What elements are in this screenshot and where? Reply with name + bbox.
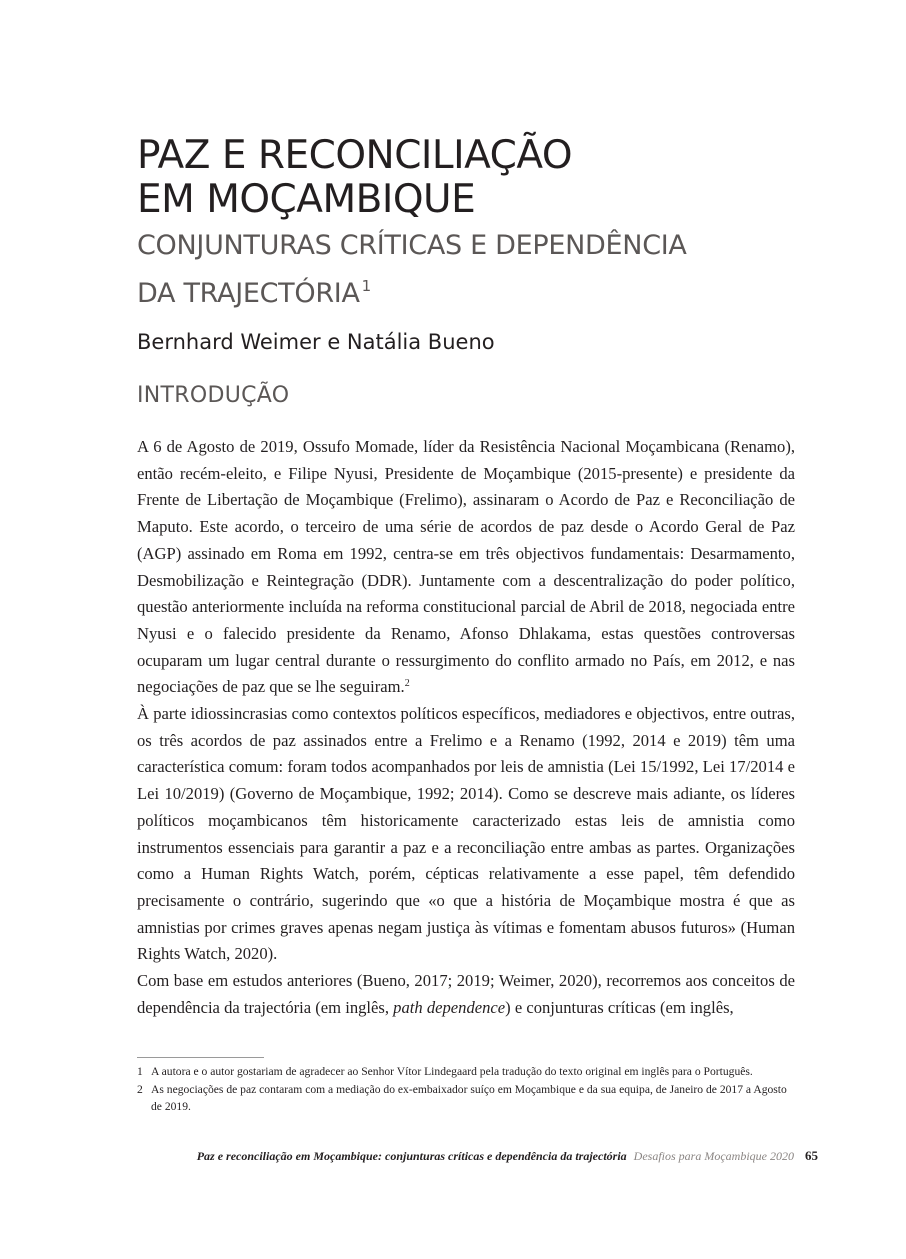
paragraph-2: À parte idiossincrasias como contextos políticos específicos, mediadores e objectivos, entre outras, os três acordos de paz assinados entre a Frelimo e a Renamo (1992, 2014 e 2019) têm uma característica comum: foram todos acompanhados por leis de amnistia (Lei 15/1992, Lei 17/2014 e Lei 10/2019) (Governo de Moçambique, 1992; 2014). Como se descreve mais adiante, os líderes políticos moçambicanos têm historicamente caracterizado estas leis de amnistia como instrumentos essenciais para garantir a paz e a reconciliação entre ambas as partes. Organizações como a Human Rights Watch, porém, cépticas relativamente a esse papel, têm defendido precisamente o contrário, sugerindo que «o que a história de Moçambique mostra é que as amnistias por crimes graves apenas negam justiça às vítimas e fomentam abusos futuros» (Human Rights Watch, 2020). — [137, 704, 795, 964]
paragraph-3 — [137, 968, 795, 1021]
footnotes — [137, 1063, 795, 1116]
running-footer-publication: Desafios para Moçambique 2020 — [633, 1149, 794, 1163]
footnote — [137, 1081, 795, 1116]
footnote-ref-1[interactable]: 1 — [361, 277, 371, 295]
paragraph-3-italic-term: path dependence — [393, 997, 506, 1017]
authors: Bernhard Weimer e Natália Bueno — [137, 330, 495, 354]
footnote-number: 1 — [137, 1065, 143, 1078]
paragraph-3-end: ) e conjunturas críticas (em inglês, — [505, 997, 734, 1017]
footnote — [137, 1063, 795, 1081]
chapter-subtitle — [137, 226, 687, 314]
paragraph-1 — [137, 434, 795, 701]
footnote-number: 2 — [137, 1082, 143, 1096]
page-number: 65 — [805, 1148, 818, 1163]
footnote-text: A autora e o autor gostariam de agradecer ao Senhor Vítor Lindegaard pela tradução do texto original em inglês para o Português. — [151, 1065, 753, 1078]
section-heading: INTRODUÇÃO — [137, 383, 290, 408]
running-footer — [197, 1148, 818, 1164]
chapter-subtitle-line-2: DA TRAJECTÓRIA — [137, 278, 360, 309]
footnote-ref-2[interactable]: 2 — [404, 678, 410, 690]
chapter-subtitle-line-1: CONJUNTURAS CRÍTICAS E DEPENDÊNCIA — [137, 230, 687, 261]
footnote-divider — [137, 1057, 264, 1058]
chapter-title-line-1: PAZ E RECONCILIAÇÃO — [137, 133, 573, 178]
running-footer-chapter-title: Paz e reconciliação em Moçambique: conjunturas críticas e dependência da trajectória — [196, 1149, 627, 1163]
chapter-title — [137, 134, 572, 222]
paragraph-1-text: A 6 de Agosto de 2019, Ossufo Momade, líder da Resistência Nacional Moçambicana (Renamo), então recém-eleito, e Filipe Nyusi, Presidente de Moçambique (2015-presente) e presidente da Frente de Libertação de Moçambique (Frelimo), assinaram o Acordo de Paz e Reconciliação de Maputo. Este acordo, o terceiro de uma série de acordos de paz desde o Acordo Geral de Paz (AGP) assinado em Roma em 1992, centra-se em três objectivos fundamentais: Desarmamento, Desmobilização e Reintegração (DDR). Juntamente com a descentralização do poder político, questão anteriormente incluída na reforma constitucional parcial de Abril de 2018, negociada entre Nyusi e o falecido presidente da Renamo, Afonso Dhlakama, estas questões controversas ocuparam um lugar central durante o ressurgimento do conflito armado no País, em 2012, e nas negociações de paz que se lhe seguiram. — [137, 437, 795, 697]
body-text — [137, 434, 795, 1021]
paragraph-3-start: Com base em estudos anteriores (Bueno, 2017; 2019; Weimer, 2020), recorremos aos conceitos de dependência da trajectória (em inglês, — [137, 971, 795, 1017]
chapter-title-line-2: EM MOÇAMBIQUE — [137, 177, 476, 222]
footnote-text: As negociações de paz contaram com a mediação do ex-embaixador suíço em Moçambique e da sua equipa, de Janeiro de 2017 a Agosto de 2019. — [151, 1082, 787, 1113]
